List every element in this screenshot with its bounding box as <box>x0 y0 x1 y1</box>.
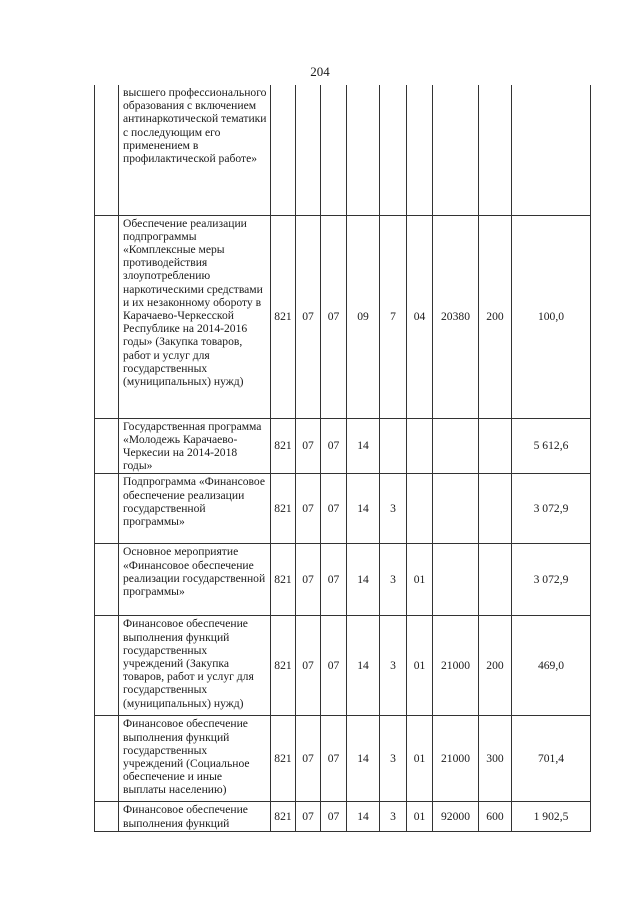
grbs-code-cell: 821 <box>271 544 296 616</box>
item-name-cell: Финансовое обеспечение выполнения функций <box>119 802 271 832</box>
section-code-cell <box>296 85 321 215</box>
row-number-cell <box>95 215 119 418</box>
expense-type-code-cell: 200 <box>479 215 512 418</box>
row-number-cell <box>95 474 119 544</box>
item-name-cell: Обеспечение реализации подпрограммы «Комплексные меры противодействия злоупотреблению наркотическими средствами и их незаконному обороту в Карачаево-Черкесской Республике на 2014-2016 годы» (Закупка товаров, работ и услуг для государственных (муниципальных) нужд) <box>119 215 271 418</box>
subprogram-code-cell <box>380 418 407 474</box>
page-number: 204 <box>310 64 330 79</box>
program-code-cell: 14 <box>347 616 380 716</box>
table-row <box>95 716 591 802</box>
expense-type-code-cell <box>479 544 512 616</box>
grbs-code-cell: 821 <box>271 616 296 716</box>
row-number-cell <box>95 802 119 832</box>
subsection-code-cell: 07 <box>321 616 347 716</box>
section-code-cell: 07 <box>296 716 321 802</box>
grbs-code-cell: 821 <box>271 418 296 474</box>
main-event-code-cell: 01 <box>407 544 433 616</box>
table-row <box>95 802 591 832</box>
amount-cell: 469,0 <box>512 616 591 716</box>
main-event-code-cell: 01 <box>407 802 433 832</box>
grbs-code-cell: 821 <box>271 802 296 832</box>
subprogram-code-cell: 3 <box>380 474 407 544</box>
main-event-code-cell: 01 <box>407 616 433 716</box>
program-code-cell: 09 <box>347 215 380 418</box>
expense-type-code-cell: 600 <box>479 802 512 832</box>
row-number-cell <box>95 716 119 802</box>
direction-code-cell <box>433 474 479 544</box>
subsection-code-cell: 07 <box>321 215 347 418</box>
program-code-cell <box>347 85 380 215</box>
section-code-cell: 07 <box>296 418 321 474</box>
grbs-code-cell <box>271 85 296 215</box>
expense-type-code-cell <box>479 85 512 215</box>
subprogram-code-cell <box>380 85 407 215</box>
section-code-cell: 07 <box>296 802 321 832</box>
item-name-cell: высшего профессионального образования с включением антинаркотической тематики с последующим его применением в профилактической работе» <box>119 85 271 215</box>
program-code-cell: 14 <box>347 418 380 474</box>
main-event-code-cell <box>407 85 433 215</box>
main-event-code-cell: 01 <box>407 716 433 802</box>
amount-cell: 5 612,6 <box>512 418 591 474</box>
table-row <box>95 215 591 418</box>
direction-code-cell: 21000 <box>433 616 479 716</box>
expense-type-code-cell: 300 <box>479 716 512 802</box>
program-code-cell: 14 <box>347 544 380 616</box>
grbs-code-cell: 821 <box>271 474 296 544</box>
item-name-cell: Финансовое обеспечение выполнения функций государственных учреждений (Социальное обеспечение и иные выплаты населению) <box>119 716 271 802</box>
table-row <box>95 85 591 215</box>
row-number-cell <box>95 418 119 474</box>
budget-table <box>94 85 591 832</box>
subsection-code-cell: 07 <box>321 474 347 544</box>
subprogram-code-cell: 3 <box>380 716 407 802</box>
grbs-code-cell: 821 <box>271 716 296 802</box>
item-name-cell: Основное мероприятие «Финансовое обеспечение реализации государственной программы» <box>119 544 271 616</box>
subsection-code-cell: 07 <box>321 418 347 474</box>
direction-code-cell <box>433 85 479 215</box>
table-row <box>95 418 591 474</box>
expense-type-code-cell: 200 <box>479 616 512 716</box>
amount-cell: 1 902,5 <box>512 802 591 832</box>
section-code-cell: 07 <box>296 215 321 418</box>
direction-code-cell: 92000 <box>433 802 479 832</box>
subsection-code-cell: 07 <box>321 544 347 616</box>
expense-type-code-cell <box>479 418 512 474</box>
expense-type-code-cell <box>479 474 512 544</box>
direction-code-cell: 21000 <box>433 716 479 802</box>
row-number-cell <box>95 616 119 716</box>
direction-code-cell: 20380 <box>433 215 479 418</box>
program-code-cell: 14 <box>347 802 380 832</box>
amount-cell: 3 072,9 <box>512 474 591 544</box>
subprogram-code-cell: 3 <box>380 544 407 616</box>
main-event-code-cell <box>407 474 433 544</box>
item-name-cell: Государственная программа «Молодежь Карачаево-Черкесии на 2014-2018 годы» <box>119 418 271 474</box>
row-number-cell <box>95 85 119 215</box>
amount-cell <box>512 85 591 215</box>
grbs-code-cell: 821 <box>271 215 296 418</box>
program-code-cell: 14 <box>347 716 380 802</box>
subprogram-code-cell: 3 <box>380 616 407 716</box>
subsection-code-cell: 07 <box>321 802 347 832</box>
direction-code-cell <box>433 544 479 616</box>
amount-cell: 701,4 <box>512 716 591 802</box>
amount-cell: 3 072,9 <box>512 544 591 616</box>
subprogram-code-cell: 7 <box>380 215 407 418</box>
table-row <box>95 544 591 616</box>
program-code-cell: 14 <box>347 474 380 544</box>
table-row <box>95 616 591 716</box>
subsection-code-cell <box>321 85 347 215</box>
direction-code-cell <box>433 418 479 474</box>
row-number-cell <box>95 544 119 616</box>
main-event-code-cell <box>407 418 433 474</box>
item-name-cell: Финансовое обеспечение выполнения функций государственных учреждений (Закупка товаров, работ и услуг для государственных (муниципальных) нужд) <box>119 616 271 716</box>
main-event-code-cell: 04 <box>407 215 433 418</box>
table-row <box>95 474 591 544</box>
subsection-code-cell: 07 <box>321 716 347 802</box>
item-name-cell: Подпрограмма «Финансовое обеспечение реализации государственной программы» <box>119 474 271 544</box>
section-code-cell: 07 <box>296 616 321 716</box>
subprogram-code-cell: 3 <box>380 802 407 832</box>
amount-cell: 100,0 <box>512 215 591 418</box>
section-code-cell: 07 <box>296 544 321 616</box>
section-code-cell: 07 <box>296 474 321 544</box>
